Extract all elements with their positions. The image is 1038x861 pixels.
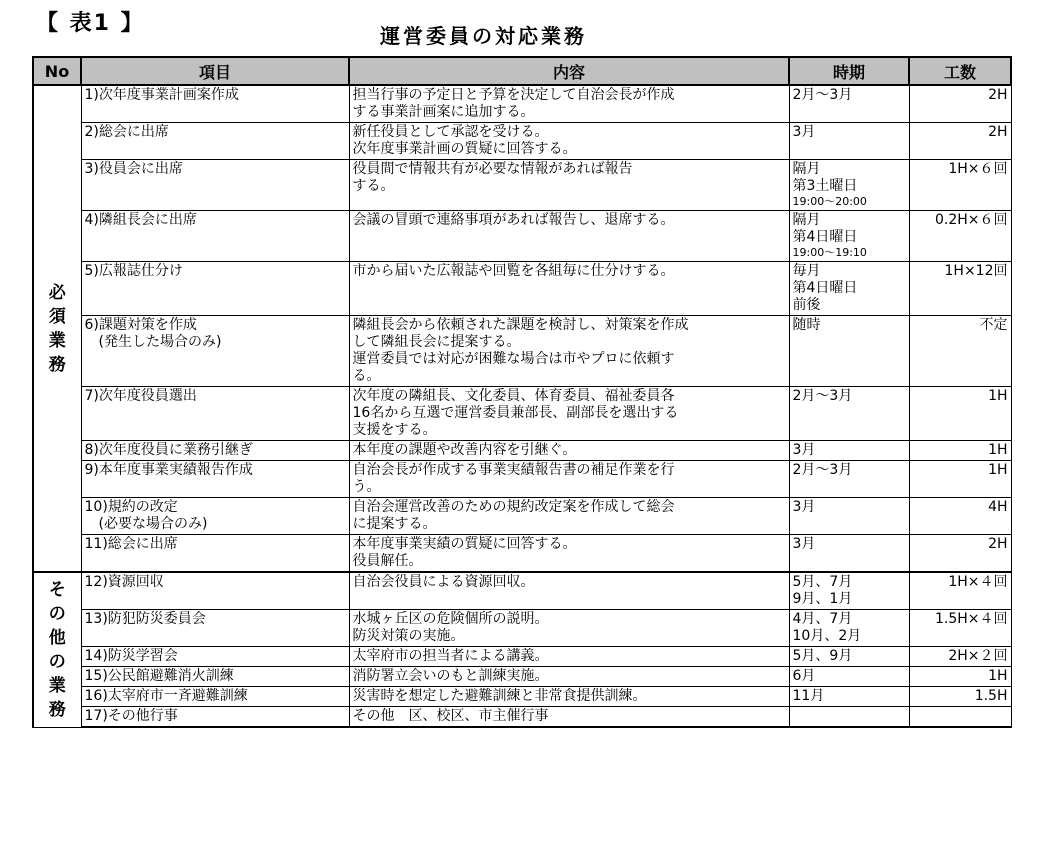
period-time-text: 19:00～20:00 bbox=[792, 195, 867, 208]
table-row bbox=[33, 498, 1011, 535]
work-cell: 2H×２回 bbox=[909, 647, 1011, 667]
content-cell: 水城ヶ丘区の危険個所の説明。 防災対策の実施。 bbox=[349, 610, 789, 647]
content-cell: 自治会運営改善のための規約改定案を作成して総会 に提案する。 bbox=[349, 498, 789, 535]
period-text: 3月 bbox=[792, 499, 816, 515]
item-cell: 16)太宰府市一斉避難訓練 bbox=[81, 687, 349, 707]
document-title: 運営委員の対応業務 bbox=[380, 24, 587, 48]
period-cell bbox=[789, 535, 909, 573]
header-no: No bbox=[33, 57, 81, 85]
work-cell: 1H bbox=[909, 461, 1011, 498]
work-cell bbox=[909, 707, 1011, 728]
table-body bbox=[33, 85, 1011, 727]
item-cell: 15)公民館避難消火訓練 bbox=[81, 667, 349, 687]
table-row bbox=[33, 535, 1011, 573]
table-row bbox=[33, 610, 1011, 647]
period-text: 2月～3月 bbox=[792, 462, 853, 478]
item-cell: 10)規約の改定 (必要な場合のみ) bbox=[81, 498, 349, 535]
work-cell: 0.2H×６回 bbox=[909, 211, 1011, 262]
section-label bbox=[33, 85, 81, 572]
table-row bbox=[33, 687, 1011, 707]
work-cell: 1.5H×４回 bbox=[909, 610, 1011, 647]
period-cell bbox=[789, 572, 909, 610]
period-cell bbox=[789, 667, 909, 687]
table-row bbox=[33, 262, 1011, 316]
period-cell bbox=[789, 707, 909, 728]
table-row bbox=[33, 572, 1011, 610]
period-text: 毎月 第4日曜日 前後 bbox=[792, 263, 858, 313]
table-row bbox=[33, 85, 1011, 123]
work-cell: 1H bbox=[909, 667, 1011, 687]
period-cell bbox=[789, 610, 909, 647]
period-text: 2月～3月 bbox=[792, 87, 853, 103]
content-cell: 太宰府市の担当者による講義。 bbox=[349, 647, 789, 667]
content-cell: 担当行事の予定日と予算を決定して自治会長が作成 する事業計画案に追加する。 bbox=[349, 85, 789, 123]
period-cell bbox=[789, 647, 909, 667]
item-cell: 4)隣組長会に出席 bbox=[81, 211, 349, 262]
table-row bbox=[33, 123, 1011, 160]
period-cell bbox=[789, 441, 909, 461]
period-text: 11月 bbox=[792, 688, 825, 704]
period-cell bbox=[789, 85, 909, 123]
header-period: 時期 bbox=[789, 57, 909, 85]
period-cell bbox=[789, 498, 909, 535]
content-cell: 新任役員として承認を受ける。 次年度事業計画の質疑に回答する。 bbox=[349, 123, 789, 160]
item-cell: 11)総会に出席 bbox=[81, 535, 349, 573]
item-cell: 2)総会に出席 bbox=[81, 123, 349, 160]
period-text: 5月、7月 9月、1月 bbox=[792, 574, 853, 607]
work-cell: 1H×４回 bbox=[909, 572, 1011, 610]
period-cell bbox=[789, 687, 909, 707]
content-cell: その他 区、校区、市主催行事 bbox=[349, 707, 789, 728]
item-cell: 6)課題対策を作成 (発生した場合のみ) bbox=[81, 316, 349, 387]
table-row bbox=[33, 316, 1011, 387]
item-cell: 3)役員会に出席 bbox=[81, 160, 349, 211]
period-cell bbox=[789, 160, 909, 211]
period-cell bbox=[789, 262, 909, 316]
content-cell: 会議の冒頭で連絡事項があれば報告し、退席する。 bbox=[349, 211, 789, 262]
work-cell: 1H bbox=[909, 441, 1011, 461]
section-label bbox=[33, 572, 81, 727]
work-cell: 4H bbox=[909, 498, 1011, 535]
period-cell bbox=[789, 461, 909, 498]
work-cell: 2H bbox=[909, 123, 1011, 160]
work-cell: 不定 bbox=[909, 316, 1011, 387]
table-row bbox=[33, 160, 1011, 211]
period-cell bbox=[789, 211, 909, 262]
table-row bbox=[33, 647, 1011, 667]
table-row bbox=[33, 667, 1011, 687]
table-row bbox=[33, 707, 1011, 728]
period-text: 2月～3月 bbox=[792, 388, 853, 404]
table-row bbox=[33, 387, 1011, 441]
period-text: 随時 bbox=[792, 317, 821, 333]
item-cell: 5)広報誌仕分け bbox=[81, 262, 349, 316]
header-item: 項目 bbox=[81, 57, 349, 85]
table-row bbox=[33, 441, 1011, 461]
period-text: 5月、9月 bbox=[792, 648, 853, 664]
header-content: 内容 bbox=[349, 57, 789, 85]
section-label-text: その他の業務 bbox=[48, 579, 66, 720]
period-text: 6月 bbox=[792, 668, 816, 684]
table-row bbox=[33, 211, 1011, 262]
header-work: 工数 bbox=[909, 57, 1011, 85]
work-cell: 2H bbox=[909, 85, 1011, 123]
item-cell: 7)次年度役員選出 bbox=[81, 387, 349, 441]
period-cell bbox=[789, 123, 909, 160]
content-cell: 隣組長会から依頼された課題を検討し、対策案を作成 して隣組長会に提案する。 運営委員では対応が困難な場合は市やプロに依頼す る。 bbox=[349, 316, 789, 387]
period-cell bbox=[789, 387, 909, 441]
period-text: 3月 bbox=[792, 124, 816, 140]
item-cell: 13)防犯防災委員会 bbox=[81, 610, 349, 647]
content-cell: 市から届いた広報誌や回覧を各組毎に仕分けする。 bbox=[349, 262, 789, 316]
period-time-text: 19:00～19:10 bbox=[792, 246, 867, 259]
work-cell: 1H×６回 bbox=[909, 160, 1011, 211]
period-text: 隔月 第3土曜日 bbox=[792, 161, 858, 194]
period-text: 3月 bbox=[792, 536, 816, 552]
item-cell: 17)その他行事 bbox=[81, 707, 349, 728]
content-cell: 消防署立会いのもと訓練実施。 bbox=[349, 667, 789, 687]
content-cell: 次年度の隣組長、文化委員、体育委員、福祉委員各 16名から互選で運営委員兼部長、副部長を選出する 支援をする。 bbox=[349, 387, 789, 441]
duties-table bbox=[32, 56, 1012, 728]
content-cell: 自治会長が作成する事業実績報告書の補足作業を行 う。 bbox=[349, 461, 789, 498]
content-cell: 役員間で情報共有が必要な情報があれば報告 する。 bbox=[349, 160, 789, 211]
period-text: 隔月 第4日曜日 bbox=[792, 212, 858, 245]
period-text: 3月 bbox=[792, 442, 816, 458]
item-cell: 1)次年度事業計画案作成 bbox=[81, 85, 349, 123]
table-row bbox=[33, 461, 1011, 498]
table-label: 【 表1 】 bbox=[36, 11, 145, 36]
content-cell: 自治会役員による資源回収。 bbox=[349, 572, 789, 610]
period-cell bbox=[789, 316, 909, 387]
period-text: 4月、7月 10月、2月 bbox=[792, 611, 862, 644]
item-cell: 12)資源回収 bbox=[81, 572, 349, 610]
section-label-text: 必須業務 bbox=[48, 282, 66, 375]
item-cell: 8)次年度役員に業務引継ぎ bbox=[81, 441, 349, 461]
content-cell: 災害時を想定した避難訓練と非常食提供訓練。 bbox=[349, 687, 789, 707]
item-cell: 14)防災学習会 bbox=[81, 647, 349, 667]
work-cell: 1H bbox=[909, 387, 1011, 441]
work-cell: 1.5H bbox=[909, 687, 1011, 707]
content-cell: 本年度事業実績の質疑に回答する。 役員解任。 bbox=[349, 535, 789, 573]
work-cell: 2H bbox=[909, 535, 1011, 573]
table-header-row bbox=[33, 57, 1011, 85]
item-cell: 9)本年度事業実績報告作成 bbox=[81, 461, 349, 498]
work-cell: 1H×12回 bbox=[909, 262, 1011, 316]
content-cell: 本年度の課題や改善内容を引継ぐ。 bbox=[349, 441, 789, 461]
